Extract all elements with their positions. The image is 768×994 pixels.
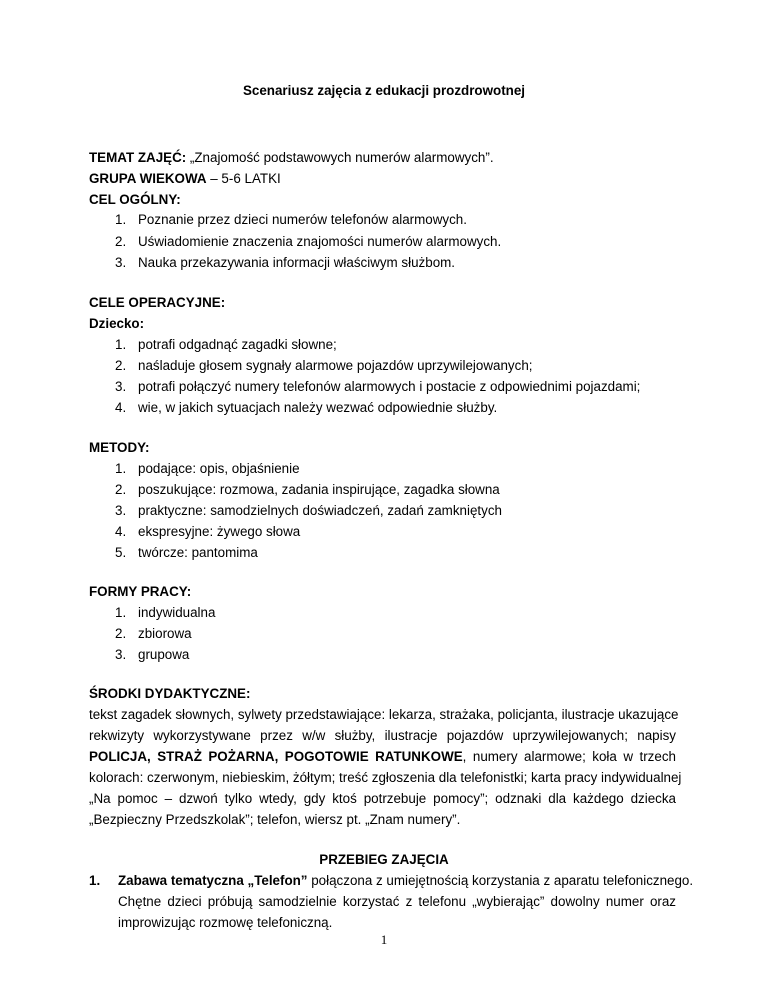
form-item: grupowa	[138, 647, 190, 662]
means-line-rest: numery alarmowe; koła w trzech	[472, 749, 676, 764]
means-heading: ŚRODKI DYDAKTYCZNE:	[89, 686, 251, 701]
general-goal-number: 1.	[115, 212, 127, 227]
operational-goal-item: potrafi połączyć numery telefonów alarmowych i postacie z odpowiednimi pojazdami;	[138, 379, 641, 394]
method-item: twórcze: pantomima	[138, 545, 258, 560]
operational-goal-item: potrafi odgadnąć zagadki słowne;	[138, 337, 337, 352]
method-item: poszukujące: rozmowa, zadania inspirujące, zagadka słowna	[138, 482, 500, 497]
method-number: 1.	[115, 461, 127, 476]
course-number: 1.	[89, 873, 101, 888]
general-goal-number: 2.	[115, 234, 127, 249]
document-title: Scenariusz zajęcia z edukacji prozdrowotnej	[242, 83, 526, 98]
general-goal-heading: CEL OGÓLNY:	[89, 192, 181, 207]
page-number: 1	[380, 932, 388, 947]
operational-goal-number: 4.	[115, 400, 127, 415]
child-label: Dziecko:	[89, 316, 145, 331]
forms-heading: FORMY PRACY:	[89, 584, 192, 599]
operational-goal-number: 1.	[115, 337, 127, 352]
course-activity-title: Zabawa tematyczna „Telefon”	[118, 873, 308, 888]
means-paragraph-line: rekwizyty wykorzystywane przez w/w służby, ilustracje pojazdów uprzywilejowanych; napisy	[89, 728, 676, 743]
method-number: 5.	[115, 545, 127, 560]
general-goal-item: Nauka przekazywania informacji właściwym służbom.	[138, 255, 456, 270]
form-number: 2.	[115, 626, 127, 641]
general-goal-item: Uświadomienie znaczenia znajomości numerów alarmowych.	[138, 234, 502, 249]
services-names: POLICJA, STRAŻ POŻARNA, POGOTOWIE RATUNKOWE	[89, 749, 463, 764]
method-number: 4.	[115, 524, 127, 539]
method-item: praktyczne: samodzielnych doświadczeń, zadań zamkniętych	[138, 503, 502, 518]
group-value: – 5-6 LATKI	[206, 171, 281, 186]
topic-line	[89, 150, 494, 166]
course-line: improwizując rozmowę telefoniczną.	[118, 915, 333, 930]
group-label: GRUPA WIEKOWA	[89, 171, 207, 186]
operational-goal-number: 3.	[115, 379, 127, 394]
operational-goal-number: 2.	[115, 358, 127, 373]
topic-value: „Znajomość podstawowych numerów alarmowych”.	[186, 150, 494, 165]
method-number: 2.	[115, 482, 127, 497]
form-item: zbiorowa	[138, 626, 192, 641]
course-line	[118, 873, 694, 889]
services-suffix: ,	[462, 749, 467, 764]
form-number: 1.	[115, 605, 127, 620]
operational-goals-heading: CELE OPERACYJNE:	[89, 295, 226, 310]
method-number: 3.	[115, 503, 127, 518]
group-line	[89, 171, 281, 187]
topic-label: TEMAT ZAJĘĆ:	[89, 150, 187, 165]
methods-heading: METODY:	[89, 440, 150, 455]
means-paragraph-line: kolorach: czerwonym, niebieskim, żółtym; treść zgłoszenia dla telefonistki; karta pracy indywidualnej	[89, 770, 682, 785]
operational-goal-item: wie, w jakich sytuacjach należy wezwać odpowiednie służby.	[138, 400, 498, 415]
operational-goal-item: naśladuje głosem sygnały alarmowe pojazdów uprzywilejowanych;	[138, 358, 533, 373]
means-paragraph-line: tekst zagadek słownych, sylwety przedstawiające: lekarza, strażaka, policjanta, ilustracje ukazujące	[89, 707, 679, 722]
means-paragraph-line	[89, 749, 676, 765]
method-item: ekspresyjne: żywego słowa	[138, 524, 301, 539]
means-paragraph-line: „Bezpieczny Przedszkolak”; telefon, wiersz pt. „Znam numery”.	[89, 812, 461, 827]
course-heading: PRZEBIEG ZAJĘCIA	[319, 852, 449, 867]
general-goal-item: Poznanie przez dzieci numerów telefonów alarmowych.	[138, 212, 467, 227]
course-line-rest: połączona z umiejętnością korzystania z aparatu telefonicznego.	[307, 873, 694, 888]
form-item: indywidualna	[138, 605, 216, 620]
form-number: 3.	[115, 647, 127, 662]
means-paragraph-line: „Na pomoc – dzwoń tylko wtedy, gdy ktoś potrzebuje pomocy”; odznaki dla każdego dziecka	[89, 791, 676, 806]
method-item: podające: opis, objaśnienie	[138, 461, 300, 476]
general-goal-number: 3.	[115, 255, 127, 270]
course-line: Chętne dzieci próbują samodzielnie korzystać z telefonu „wybierając” dowolny numer oraz	[118, 894, 676, 909]
